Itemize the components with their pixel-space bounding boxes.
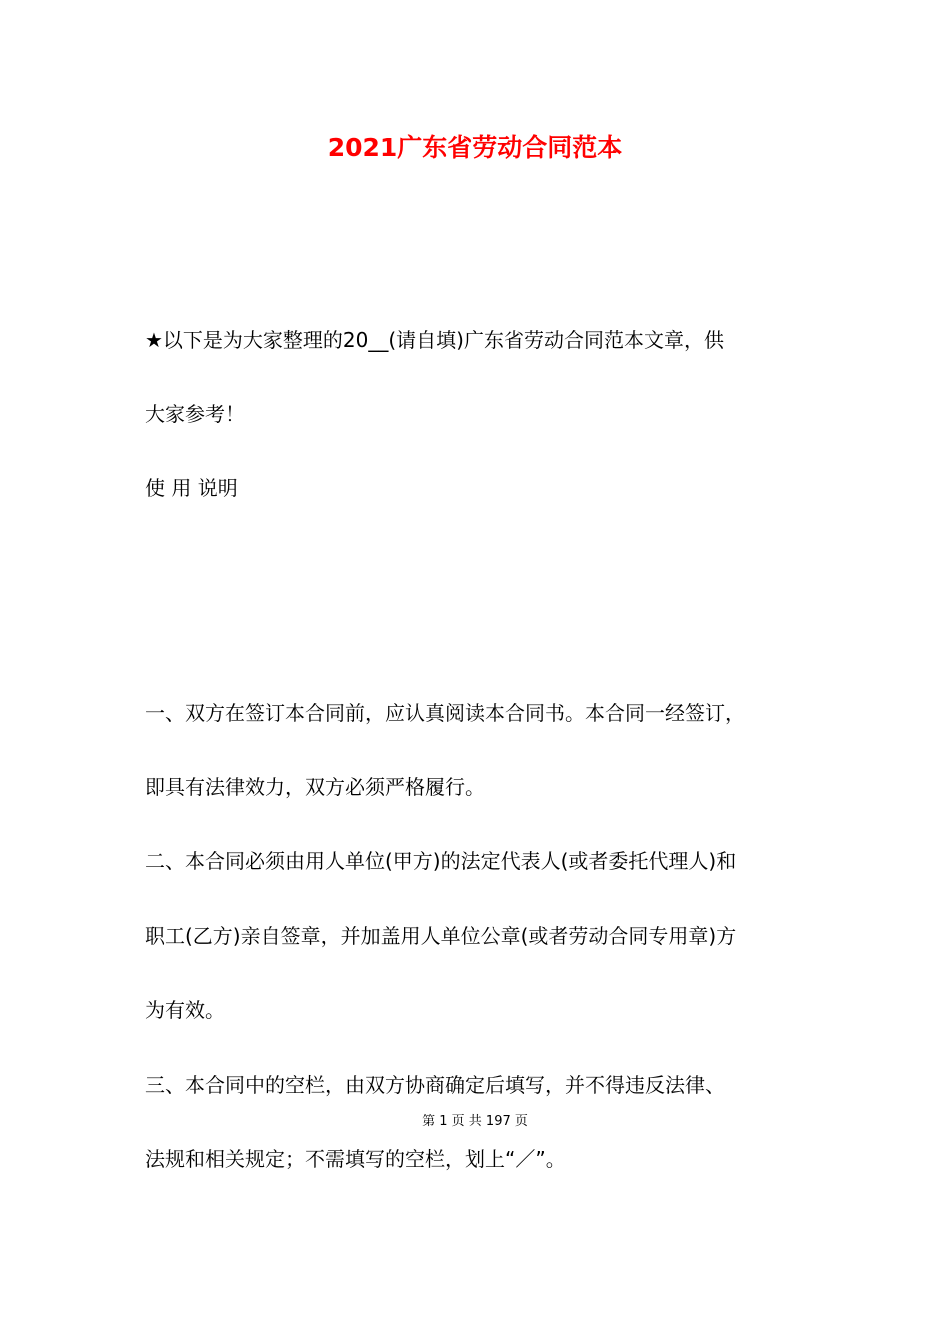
item-3-line-1: 三、本合同中的空栏，由双方协商确定后填写，并不得违反法律、 — [145, 1073, 725, 1097]
intro-line-1: ★以下是为大家整理的20__(请自填)广东省劳动合同范本文章，供 — [145, 328, 724, 352]
item-3-line-2: 法规和相关规定；不需填写的空栏，划上“／”。 — [145, 1147, 566, 1171]
page-number-footer: 第 1 页 共 197 页 — [422, 1114, 528, 1129]
item-1-line-2: 即具有法律效力，双方必须严格履行。 — [145, 775, 485, 799]
item-2-line-2: 职工(乙方)亲自签章，并加盖用人单位公章(或者劳动合同专用章)方 — [145, 924, 737, 948]
usage-heading: 使 用 说明 — [145, 476, 238, 500]
item-1-line-1: 一、双方在签订本合同前，应认真阅读本合同书。本合同一经签订， — [145, 701, 745, 725]
document-title: 2021广东省劳动合同范本 — [327, 133, 623, 162]
intro-line-2: 大家参考！ — [145, 402, 245, 426]
item-2-line-3: 为有效。 — [145, 998, 225, 1022]
item-2-line-1: 二、本合同必须由用人单位(甲方)的法定代表人(或者委托代理人)和 — [145, 849, 737, 873]
